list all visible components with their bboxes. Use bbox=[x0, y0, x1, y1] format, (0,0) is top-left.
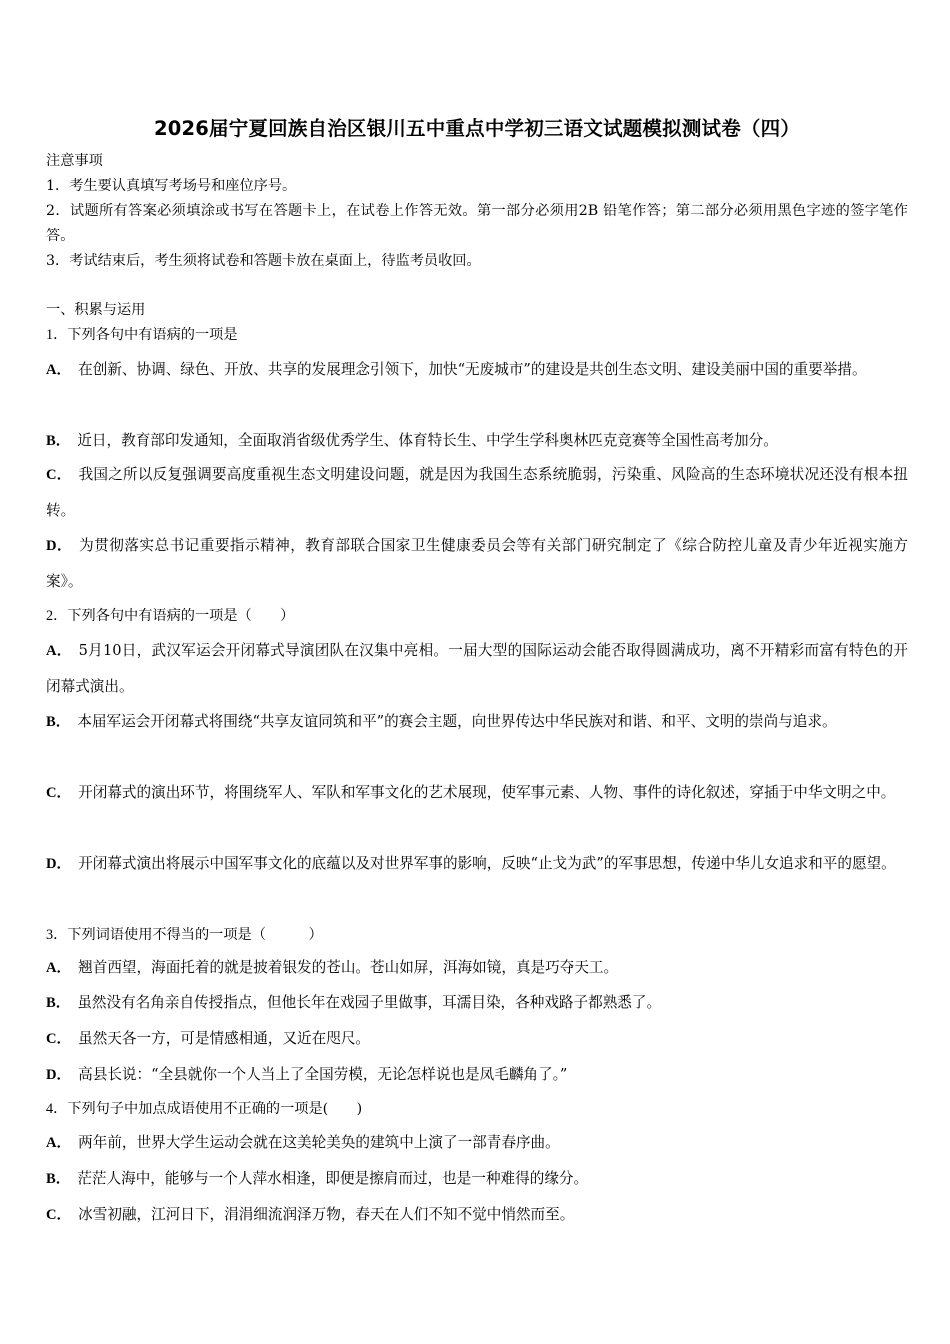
notice-heading: 注意事项 bbox=[46, 153, 103, 169]
option-text: 为贯彻落实总书记重要指示精神，教育部联合国家卫生健康委员会等有关部门研究制定了《综合防控儿童及青少年近视实施方案》。 bbox=[46, 537, 908, 590]
question-4-option-c bbox=[46, 1205, 574, 1225]
option-text: 高县长说：“全县就你一个人当上了全国劳模，无论怎样说也是凤毛麟角了。” bbox=[78, 1066, 568, 1083]
question-text: 下列各句中有语病的一项是 bbox=[67, 327, 238, 343]
option-text: 我国之所以反复强调要高度重视生态文明建设问题，就是因为我国生态系统脆弱，污染重、风险高的生态环境状况还没有根本扭转。 bbox=[46, 466, 908, 519]
question-4-option-a bbox=[46, 1133, 560, 1153]
question-3-option-a bbox=[46, 958, 618, 978]
question-4-option-b bbox=[46, 1169, 588, 1189]
option-label: B． bbox=[46, 1171, 71, 1187]
option-text: 本届军运会开闭幕式将围绕“共享友谊同筑和平”的赛会主题，向世界传达中华民族对和谐、和平、文明的崇尚与追求。 bbox=[77, 713, 837, 730]
question-number: 4． bbox=[46, 1101, 68, 1117]
question-text: 下列各句中有语病的一项是（ ） bbox=[67, 608, 295, 624]
question-1-stem bbox=[46, 325, 238, 345]
option-label: B． bbox=[46, 714, 71, 730]
option-text: 5月10日，武汉军运会开闭幕式导演团队在汉集中亮相。一届大型的国际运动会能否取得圆满成功，离不开精彩而富有特色的开闭幕式演出。 bbox=[46, 642, 908, 695]
question-3-option-c bbox=[46, 1029, 370, 1049]
question-3-option-d bbox=[46, 1065, 567, 1085]
question-2-option-b bbox=[46, 704, 908, 740]
option-text: 茫茫人海中，能够与一个人萍水相逢，即便是擦肩而过，也是一种难得的缘分。 bbox=[77, 1170, 589, 1187]
option-label: D． bbox=[46, 538, 73, 554]
notice-item-3: 3．考试结束后，考生须将试卷和答题卡放在桌面上，待监考员收回。 bbox=[46, 253, 481, 269]
question-text: 下列句子中加点成语使用不正确的一项是( ) bbox=[67, 1101, 363, 1117]
option-text: 开闭幕式的演出环节，将围绕军人、军队和军事文化的艺术展现，使军事元素、人物、事件的诗化叙述，穿插于中华文明之中。 bbox=[78, 784, 896, 801]
question-3-option-b bbox=[46, 993, 661, 1013]
option-label: A． bbox=[46, 643, 72, 659]
question-2-stem bbox=[46, 606, 294, 626]
option-text: 冰雪初融，江河日下，涓涓细流润泽万物，春天在人们不知不觉中悄然而至。 bbox=[78, 1206, 575, 1223]
option-label: C． bbox=[46, 785, 72, 801]
option-label: D． bbox=[46, 856, 72, 872]
question-1-option-c bbox=[46, 457, 908, 529]
option-label: A． bbox=[46, 1135, 72, 1151]
paper-title: 2026届宁夏回族自治区银川五中重点中学初三语文试题模拟测试卷（四） bbox=[153, 117, 801, 140]
option-text: 在创新、协调、绿色、开放、共享的发展理念引领下，加快“无废城市”的建设是共创生态文明、建设美丽中国的重要举措。 bbox=[78, 361, 867, 378]
question-2-option-c bbox=[46, 775, 908, 811]
option-text: 开闭幕式演出将展示中国军事文化的底蕴以及对世界军事的影响，反映“止戈为武”的军事思想，传递中华儿女追求和平的愿望。 bbox=[78, 855, 896, 872]
option-text: 两年前，世界大学生运动会就在这美轮美奂的建筑中上演了一部青春序曲。 bbox=[78, 1134, 560, 1151]
option-text: 虽然没有名角亲自传授指点，但他长年在戏园子里做事，耳濡目染，各种戏路子都熟悉了。 bbox=[77, 994, 662, 1011]
question-1-option-b bbox=[46, 431, 778, 451]
option-text: 虽然天各一方，可是情感相通，又近在咫尺。 bbox=[78, 1030, 371, 1047]
option-label: B． bbox=[46, 433, 71, 449]
option-text: 近日，教育部印发通知，全面取消省级优秀学生、体育特长生、中学生学科奥林匹克竞赛等全国性高考加分。 bbox=[77, 432, 778, 449]
option-text: 翘首西望，海面托着的就是披着银发的苍山。苍山如屏，洱海如镜，真是巧夺天工。 bbox=[78, 959, 619, 976]
question-number: 2． bbox=[46, 608, 68, 624]
option-label: B． bbox=[46, 995, 71, 1011]
option-label: A． bbox=[46, 362, 72, 378]
question-2-option-a bbox=[46, 633, 908, 705]
option-label: C． bbox=[46, 467, 72, 483]
question-3-stem bbox=[46, 925, 323, 945]
option-label: A． bbox=[46, 960, 72, 976]
notice-item-1: 1．考生要认真填写考场号和座位序号。 bbox=[46, 178, 297, 194]
option-label: C． bbox=[46, 1207, 72, 1223]
question-4-stem bbox=[46, 1099, 362, 1119]
question-text: 下列词语使用不得当的一项是（ ） bbox=[67, 927, 323, 943]
question-number: 1． bbox=[46, 327, 68, 343]
question-1-option-d bbox=[46, 528, 908, 600]
option-label: D． bbox=[46, 1067, 72, 1083]
question-1-option-a bbox=[46, 352, 908, 388]
section-heading: 一、积累与运用 bbox=[46, 302, 146, 318]
notice-item-2: 2．试题所有答案必须填涂或书写在答题卡上，在试卷上作答无效。第一部分必须用2B 铅笔作答；第二部分必须用黑色字迹的签字笔作答。 bbox=[46, 203, 908, 244]
question-number: 3． bbox=[46, 927, 68, 943]
option-label: C． bbox=[46, 1031, 72, 1047]
question-2-option-d bbox=[46, 846, 908, 882]
